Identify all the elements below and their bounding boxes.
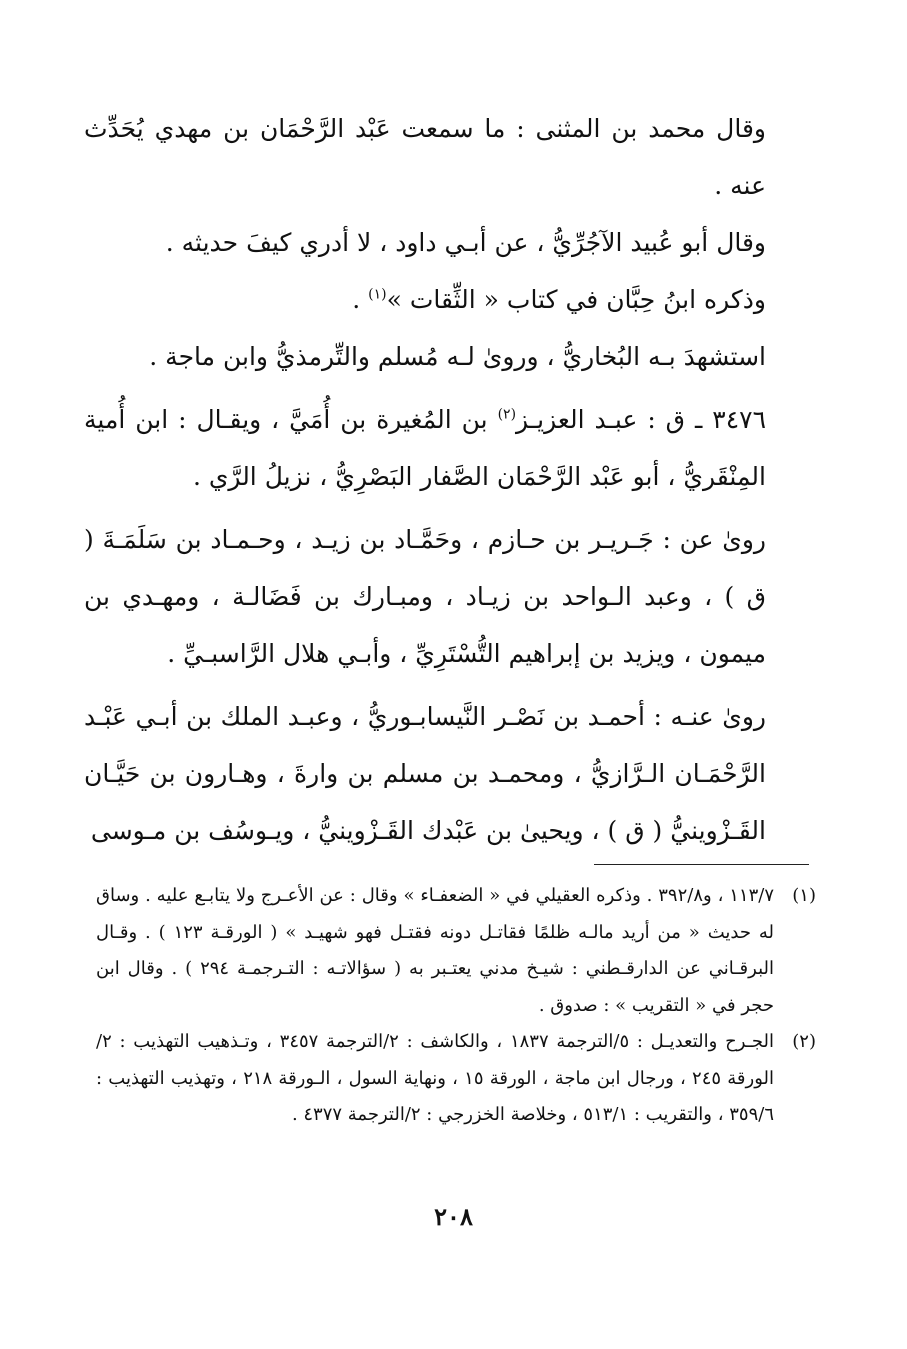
paragraph-narrated-from: روىٰ عن : جَـريـر بن حـازم ، وحَمَّـاد بن زيـد ، وحـمـاد بن سَلَمَـةَ ( ق ) ، وعبد الـواحد بن زيـاد ، ومبـارك بن فَضَالـة ، ومهـدي بن ميمون ، ويزيد بن إبراهيم التُّسْتَرِيِّ ، وأبـي هلال الرَّاسبـيِّ . [84,525,766,668]
footnote-1 [96,878,816,1024]
page-number: ٢٠٨ [434,1202,473,1231]
footnote-number: (١) [792,885,816,906]
footnote-ref-1: (١) [368,286,387,303]
paragraph-ibn-hibban-text: وذكره ابنُ حِبَّان في كتاب « الثِّقات » [386,285,766,314]
main-text [84,100,810,859]
entry-heading [84,391,810,505]
entry-name: عبـد العزيـز [516,405,638,434]
footnote-text: الجـرح والتعديـل : ٥/الترجمة ١٨٣٧ ، والكاشف : ٢/الترجمة ٣٤٥٧ ، وتـذهيب التهذيب : ٢/الورقة ٢٤٥ ، ورجال ابن ماجة ، الورقة ١٥ ، ونهاية السول ، الـورقة ٢١٨ ، وتهذيب التهذيب : ٣٥٩/٦ ، والتقريب : ٥١٣/١ ، وخلاصة الخزرجي : ٢/الترجمة ٤٣٧٧ . [96,1031,775,1125]
paragraph-muhammad-ibn-muthanna: وقال محمد بن المثنى : ما سمعت عَبْد الرَّحْمَان بن مهدي يُحَدِّث عنه . [84,114,766,200]
entry-number: ٣٤٧٦ ـ ق : [637,405,766,434]
paragraph-narrated-by: روىٰ عنـه : أحمـد بن نَصْـر النَّيسابـوريُّ ، وعبـد الملك بن أبـي عَبْـد الرَّحْمَـان الـرَّازيُّ ، ومحمـد بن مسلم بن وارةَ ، وهـارون بن حَيَّـان القَـزْوينيُّ ( ق ) ، ويحيىٰ بن عَبْدك القَـزْوينيُّ ، ويـوسُف بن مـوسى [84,702,766,845]
footnote-text: ١١٣/٧ ، و٣٩٢/٨ . وذكره العقيلي في « الضعفـاء » وقال : عن الأعـرج ولا يتابـع عليه . وساق له حديث « من أريد مالـه ظلمًا فقاتـل دونه فقتـل فهو شهيـد » ( الورقـة ١٢٣ ) . وقـال البرقـاني عن الدارقـطني : شيـخ مدني يعتـبر به ( سؤالاتـه : التـرجمـة ٢٩٤ ) . وقال ابن حجر في « التقريب » : صدوق . [96,885,774,1016]
paragraph-ibn-hibban-end: . [352,285,369,314]
footnote-divider [594,864,809,865]
footnote-number: (٢) [792,1031,816,1052]
footnote-ref-2: (٢) [497,406,517,423]
footnotes [96,878,816,1134]
entry-name-rest: بن المُغيرة بن أُمَيَّ ، ويقـال : ابن أُمية المِنْقَريُّ ، أبو عَبْد الرَّحْمَان الصَّفار البَصْرِيُّ ، نزيلُ الرَّي . [84,405,766,491]
paragraph-bukhari: استشهدَ بـه البُخاريُّ ، وروىٰ لـه مُسلم والتِّرمذيُّ وابن ماجة . [149,342,766,371]
paragraph-ibn-hibban [84,271,810,328]
paragraph-abu-ubayd: وقال أبو عُبيد الآجُرِّيُّ ، عن أبـي داود ، لا أدري كيفَ حديثه . [165,228,766,257]
footnote-2 [96,1024,816,1134]
